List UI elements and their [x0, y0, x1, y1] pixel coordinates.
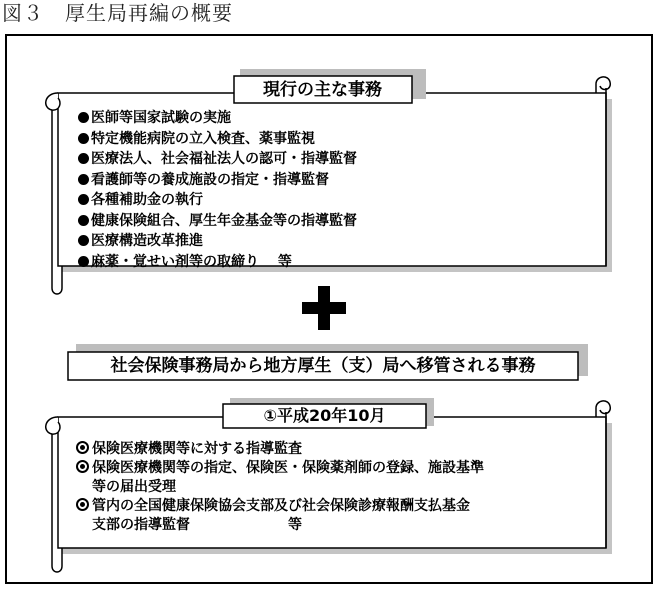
section-label-oct2008: ①平成20年10月 — [263, 406, 386, 425]
double-circle-icon — [76, 441, 89, 454]
bullet-icon — [78, 174, 89, 185]
section-label-current-duties: 現行の主な事務 — [263, 80, 382, 100]
list-item: 健康保険組合、厚生年金基金等の指導監督 — [78, 211, 357, 232]
plus-connector — [302, 286, 346, 330]
list-item: 各種補助金の執行 — [78, 190, 357, 211]
current-duties-list — [78, 108, 357, 272]
list-item: 看護師等の養成施設の指定・指導監督 — [78, 170, 357, 191]
list-item-continuation: 等の届出受理 — [92, 479, 176, 495]
bullet-icon — [78, 235, 89, 246]
double-circle-icon — [76, 498, 89, 511]
bullet-icon — [78, 194, 89, 205]
bullet-icon — [78, 256, 89, 267]
double-circle-icon — [76, 460, 89, 473]
oct2008-list — [76, 440, 484, 535]
list-item: 管内の全国健康保険協会支部及び社会保険診療報酬支払基金 — [76, 497, 484, 516]
list-item: 医師等国家試験の実施 — [78, 108, 357, 129]
bullet-icon — [78, 133, 89, 144]
bullet-icon — [78, 215, 89, 226]
figure-title: 図３ 厚生局再編の概要 — [2, 1, 233, 25]
bullet-icon — [78, 112, 89, 123]
list-item: 保険医療機関等に対する指導監査 — [76, 440, 484, 459]
list-item: 特定機能病院の立入検査、薬事監視 — [78, 129, 357, 150]
section-label-transfer: 社会保険事務局から地方厚生（支）局へ移管される事務 — [110, 356, 536, 376]
list-item: 医療構造改革推進 — [78, 231, 357, 252]
list-item-continuation: 支部の指導監督 等 — [92, 517, 302, 533]
list-item: 保険医療機関等の指定、保険医・保険薬剤師の登録、施設基準 — [76, 459, 484, 478]
bullet-icon — [78, 153, 89, 164]
list-item: 麻薬・覚せい剤等の取締り 等 — [78, 252, 357, 273]
list-item: 医療法人、社会福祉法人の認可・指導監督 — [78, 149, 357, 170]
